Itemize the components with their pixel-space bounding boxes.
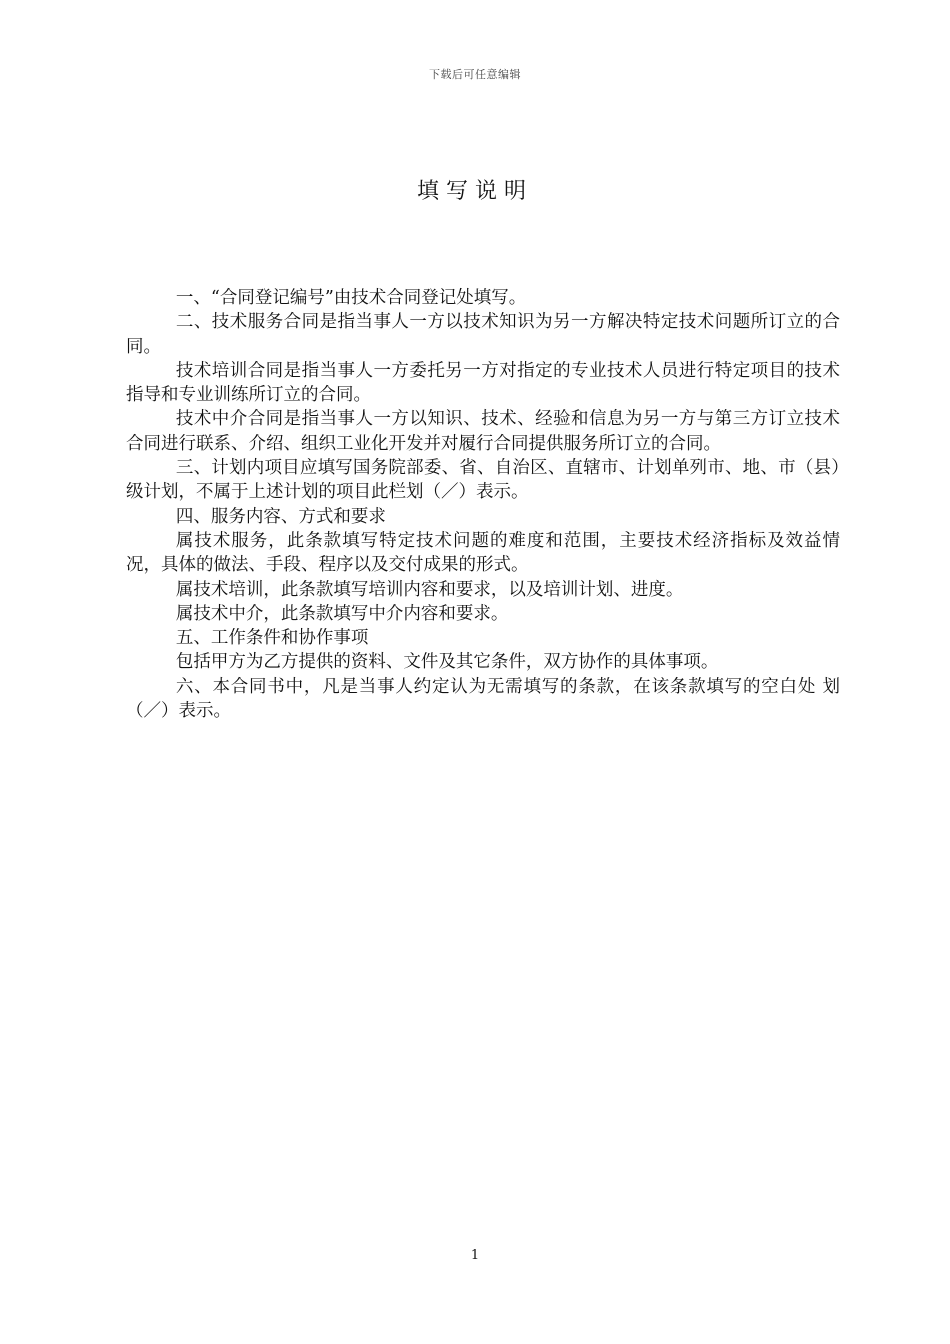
- paragraph-working-conditions-heading: 五、工作条件和协作事项: [175, 628, 369, 649]
- paragraph-service-content-heading: 四、服务内容、方式和要求: [175, 506, 386, 527]
- paragraph-service-content-training: 属技术培训，此条款填写培训内容和要求，以及培训计划、进度。: [175, 579, 684, 600]
- header-note: 下载后可任意编辑: [429, 68, 521, 81]
- paragraph-registration-number: 一、“合同登记编号”由技术合同登记处填写。: [175, 288, 527, 308]
- paragraph-technical-training-contract: 技术培训合同是指当事人一方委托另一方对指定的专业技术人员进行特定项目的技术指导和专业训练所订立的合同。: [126, 360, 840, 406]
- page-number: 1: [470, 1248, 480, 1263]
- paragraph-service-content-intermediary: 属技术中介，此条款填写中介内容和要求。: [175, 603, 509, 624]
- paragraph-working-conditions-detail: 包括甲方为乙方提供的资料、文件及其它条件，双方协作的具体事项。: [175, 652, 719, 673]
- paragraph-technical-service-contract: 二、技术服务合同是指当事人一方以技术知识为另一方解决特定技术问题所订立的合同。: [126, 312, 840, 357]
- paragraph-service-content-service: 属技术服务，此条款填写特定技术问题的难度和范围，主要技术经济指标及效益情况，具体的做法、手段、程序以及交付成果的形式。: [126, 530, 840, 576]
- paragraph-planned-projects: 三、计划内项目应填写国务院部委、省、自治区、直辖市、计划单列市、地、市（县）级计划，不属于上述计划的项目此栏划（／）表示。: [126, 458, 840, 503]
- paragraph-blank-clauses: 六、本合同书中，凡是当事人约定认为无需填写的条款，在该条款填写的空白处 划（／）表示。: [126, 676, 840, 722]
- instructions-body: [126, 286, 840, 723]
- document-title: 填写说明: [416, 179, 533, 204]
- paragraph-technical-intermediary-contract: 技术中介合同是指当事人一方以知识、技术、经验和信息为另一方与第三方订立技术合同进行联系、介绍、组织工业化开发并对履行合同提供服务所订立的合同。: [126, 409, 840, 454]
